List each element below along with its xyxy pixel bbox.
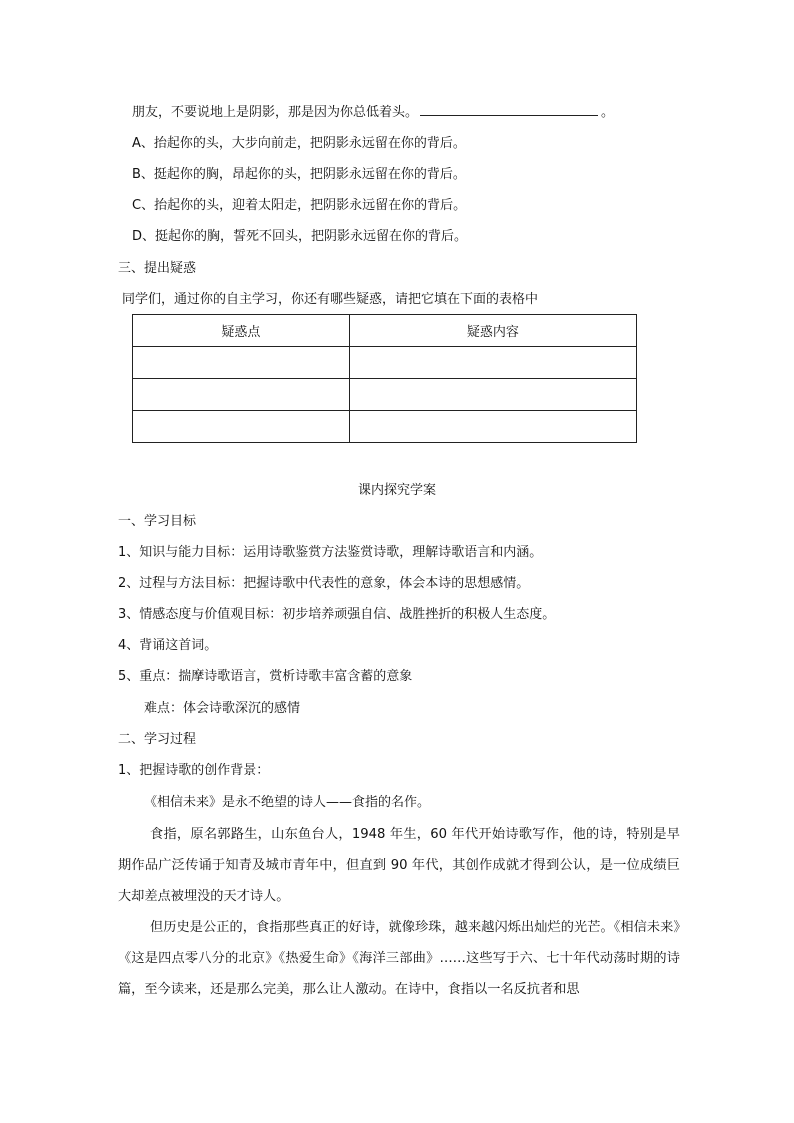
table-header-point: 疑惑点 xyxy=(133,315,350,347)
question-stem-line xyxy=(132,103,614,122)
option-c: C、抬起你的头，迎着太阳走，把阴影永远留在你的背后。 xyxy=(132,198,467,213)
table-cell[interactable] xyxy=(133,347,350,379)
table-cell[interactable] xyxy=(133,411,350,443)
doubt-table xyxy=(132,314,637,443)
difficulty-line: 难点：体会诗歌深沉的感情 xyxy=(144,701,301,716)
goal-3: 3、情感态度与价值观目标：初步培养顽强自信、战胜挫折的积极人生态度。 xyxy=(118,607,556,622)
table-cell[interactable] xyxy=(349,347,636,379)
table-row xyxy=(133,347,637,379)
goal-5: 5、重点：揣摩诗歌语言，赏析诗歌丰富含蓄的意象 xyxy=(118,669,413,684)
table-header-content: 疑惑内容 xyxy=(349,315,636,347)
paragraph-2: 但历史是公正的，食指那些真正的好诗，就像珍珠，越来越闪烁出灿烂的光芒。《相信未来》《这是四点零八分的北京》《热爱生命》《海洋三部曲》……这些写于六、七十年代动荡时期的诗篇，至今读来，还是那么完美，那么让人激动。在诗中，食指以一名反抗者和思 xyxy=(118,920,680,997)
question-stem: 朋友，不要说地上是阴影，那是因为你总低着头。 xyxy=(132,105,419,120)
section3-intro: 同学们，通过你的自主学习，你还有哪些疑惑，请把它填在下面的表格中 xyxy=(122,292,539,307)
paragraph-1: 食指，原名郭路生，山东鱼台人，1948 年生，60 年代开始诗歌写作，他的诗，特别是早期作品广泛传诵于知青及城市青年中，但直到 90 年代，其创作成就才得到公认，是一位成绩巨大却差点被埋没的天才诗人。 xyxy=(118,827,680,904)
table-cell[interactable] xyxy=(349,411,636,443)
table-cell[interactable] xyxy=(349,379,636,411)
process-heading: 二、学习过程 xyxy=(118,732,197,747)
table-row xyxy=(133,411,637,443)
part2-title: 课内探究学案 xyxy=(357,483,436,498)
answer-blank[interactable] xyxy=(420,103,598,116)
goal-4: 4、背诵这首词。 xyxy=(118,638,218,653)
goal-1: 1、知识与能力目标：运用诗歌鉴赏方法鉴赏诗歌，理解诗歌语言和内涵。 xyxy=(118,545,543,560)
option-a: A、抬起你的头，大步向前走，把阴影永远留在你的背后。 xyxy=(132,136,466,151)
table-row xyxy=(133,379,637,411)
goal-2: 2、过程与方法目标：把握诗歌中代表性的意象，体会本诗的思想感情。 xyxy=(118,576,530,591)
section3-heading: 三、提出疑惑 xyxy=(118,261,197,276)
question-end: 。 xyxy=(601,105,615,120)
table-cell[interactable] xyxy=(133,379,350,411)
intro-line: 《相信未来》是永不绝望的诗人——食指的名作。 xyxy=(144,795,431,810)
option-b: B、挺起你的胸，昂起你的头，把阴影永远留在你的背后。 xyxy=(132,167,466,182)
goals-heading: 一、学习目标 xyxy=(118,514,197,529)
step-1: 1、把握诗歌的创作背景： xyxy=(118,763,270,778)
option-d: D、挺起你的胸，誓死不回头，把阴影永远留在你的背后。 xyxy=(132,229,468,244)
table-header-row xyxy=(133,315,637,347)
